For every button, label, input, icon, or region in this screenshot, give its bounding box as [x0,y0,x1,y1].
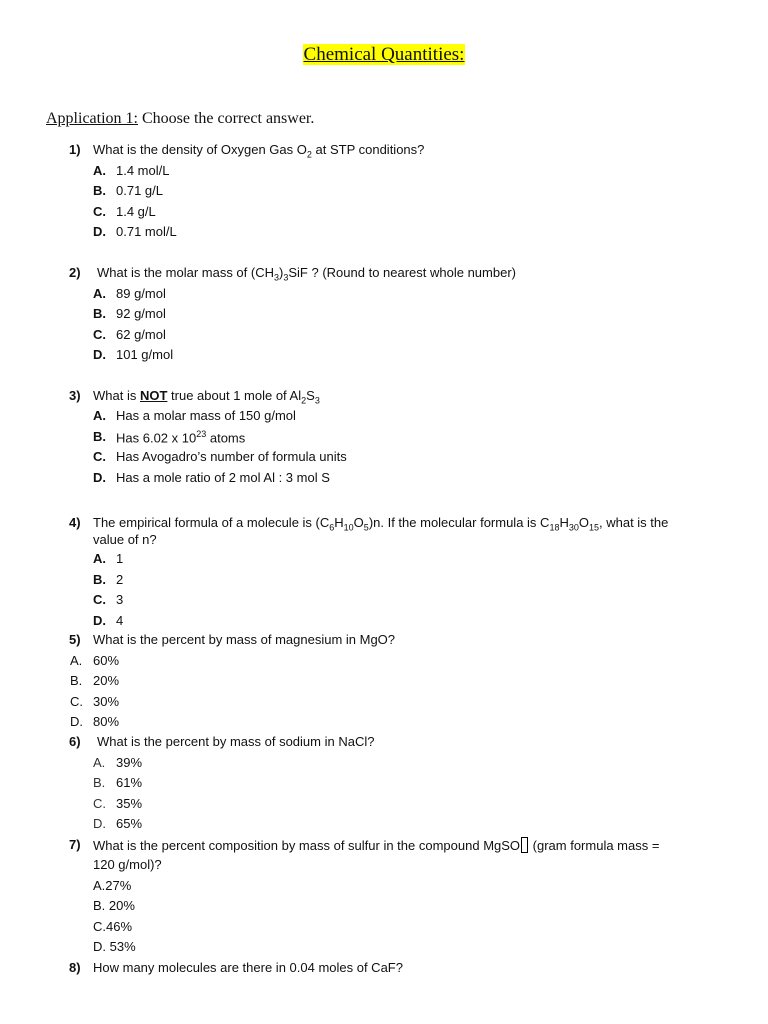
option-label: D. [93,224,106,239]
option-text: 0.71 mol/L [116,224,177,239]
option-label: C. [93,449,106,464]
option-text: 62 g/mol [116,327,166,342]
option-text: 1.4 mol/L [116,163,170,178]
page-title: Chemical Quantities: [303,44,465,65]
option-text: 30% [93,694,120,709]
option-text: D. 53% [93,939,136,954]
option-text: 39% [116,755,143,770]
option-text: Has a mole ratio of 2 mol Al : 3 mol S [116,470,330,485]
option-text: 1 [116,551,124,566]
option-text: 4 [116,613,124,628]
option-label: D. [70,714,83,729]
option-label: C. [70,694,83,709]
option-text: 65% [116,816,143,831]
option-label: A. [93,755,106,770]
option-label: A. [93,163,106,178]
option-label: C. [93,796,106,811]
option-text: 80% [93,714,120,729]
option-text: Has Avogadro’s number of formula units [116,449,347,464]
application-label: Application 1: [46,110,138,127]
option-label: A. [93,286,106,301]
question-7-text-line2: 120 g/mol)? [93,857,162,872]
question-2-text: What is the molar mass of $(CH_3)_3SiF$ ? (Round to nearest whole number) [97,265,516,283]
option-label: B. [93,183,106,198]
question-number: 3) [69,388,81,403]
option-text: 92 g/mol [116,306,166,321]
option-text: 3 [116,592,124,607]
option-label: B. [93,306,106,321]
option-label: A. [93,551,106,566]
option-text: Has 6.02 x $10^{23}$ atoms [116,429,246,446]
option-text: C.46% [93,919,133,934]
option-text: 60% [93,653,120,668]
option-label: D. [93,470,106,485]
option-text: 101 g/mol [116,347,174,362]
option-label: B. [93,429,106,444]
cursor-box-icon [521,837,528,853]
application-heading [46,110,314,128]
option-label: B. [70,673,83,688]
question-number: 5) [69,632,81,647]
option-text: Has a molar mass of 150 g/mol [116,408,296,423]
application-instruction: Choose the correct answer. [137,110,315,127]
option-label: C. [93,592,106,607]
option-text: 20% [93,673,120,688]
question-number: 6) [69,734,81,749]
question-4-text-line2: value of n? [93,532,157,547]
option-label: A. [70,653,83,668]
option-label: B. [93,775,106,790]
question-1-text: What is the density of Oxygen Gas $O_2$ at STP conditions? [93,142,425,160]
option-text: A.27% [93,878,132,893]
question-8-text: How many molecules are there in 0.04 moles of CaF? [93,960,403,975]
question-number: 2) [69,265,81,280]
question-3-text: What is NOT true about 1 mole of $Al_2S_3$ [93,388,320,406]
question-7-text: What is the percent composition by mass of sulfur in the compound MgSO (gram formula mass = [93,838,660,853]
option-text: 35% [116,796,143,811]
option-label: A. [93,408,106,423]
option-label: D. [93,613,106,628]
question-4-text: The empirical formula of a molecule is $(C_6H_{10}O_5)n$. If the molecular formula is $C_{18}H_{30}O_{15}$, what is the [93,515,669,533]
question-number: 8) [69,960,81,975]
option-text: 89 g/mol [116,286,166,301]
option-label: D. [93,816,106,831]
option-label: C. [93,204,106,219]
question-5-text: What is the percent by mass of magnesium in MgO? [93,632,396,647]
option-text: B. 20% [93,898,135,913]
option-text: 61% [116,775,143,790]
option-label: B. [93,572,106,587]
option-text: 1.4 g/L [116,204,156,219]
option-label: D. [93,347,106,362]
option-text: 0.71 g/L [116,183,163,198]
question-6-text: What is the percent by mass of sodium in NaCl? [97,734,375,749]
question-number: 7) [69,837,81,852]
question-number: 4) [69,515,81,530]
question-number: 1) [69,142,81,157]
option-text: 2 [116,572,124,587]
option-label: C. [93,327,106,342]
